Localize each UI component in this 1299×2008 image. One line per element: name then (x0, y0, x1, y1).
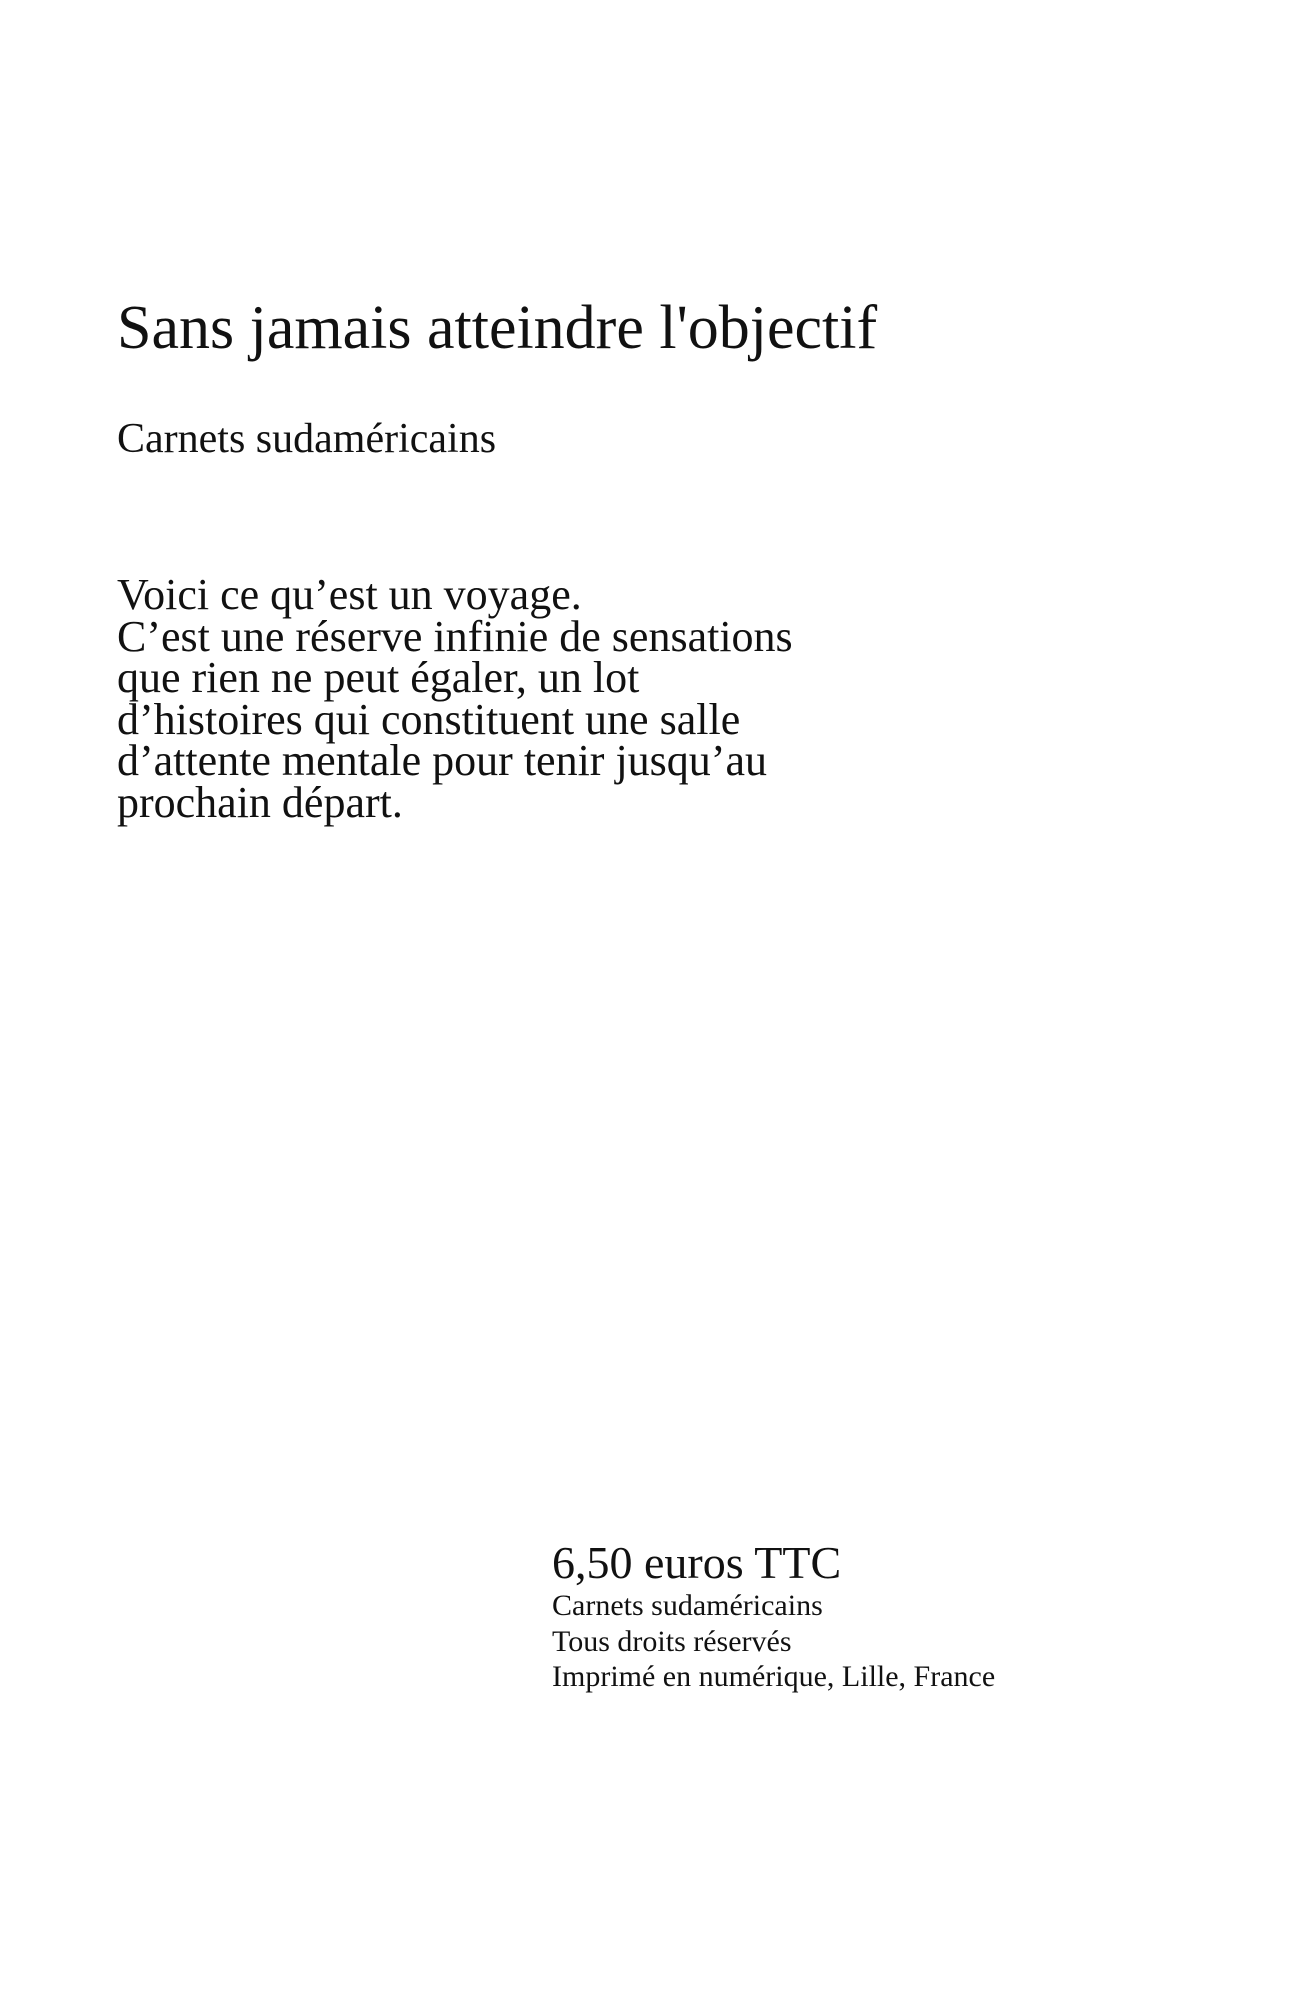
blurb-line: C’est une réserve infinie de sensations (117, 611, 793, 661)
blurb-line: d’histoires qui constituent une salle (117, 694, 741, 744)
blurb-line: prochain départ. (117, 777, 403, 827)
book-title: Sans jamais atteindre l'objectif (117, 294, 878, 362)
series-name: Carnets sudaméricains (552, 1589, 823, 1622)
price: 6,50 euros TTC (552, 1537, 842, 1588)
colophon (552, 1538, 995, 1695)
blurb-line: que rien ne peut égaler, un lot (117, 653, 640, 702)
rights-notice: Tous droits réservés (552, 1624, 792, 1658)
book-subtitle: Carnets sudaméricains (117, 416, 497, 462)
blurb-line: d’attente mentale pour tenir jusqu’au (117, 736, 767, 785)
blurb-paragraph (117, 570, 1017, 827)
blurb-line: Voici ce qu’est un voyage. (117, 570, 582, 619)
printing-notice: Imprimé en numérique, Lille, France (552, 1660, 996, 1693)
